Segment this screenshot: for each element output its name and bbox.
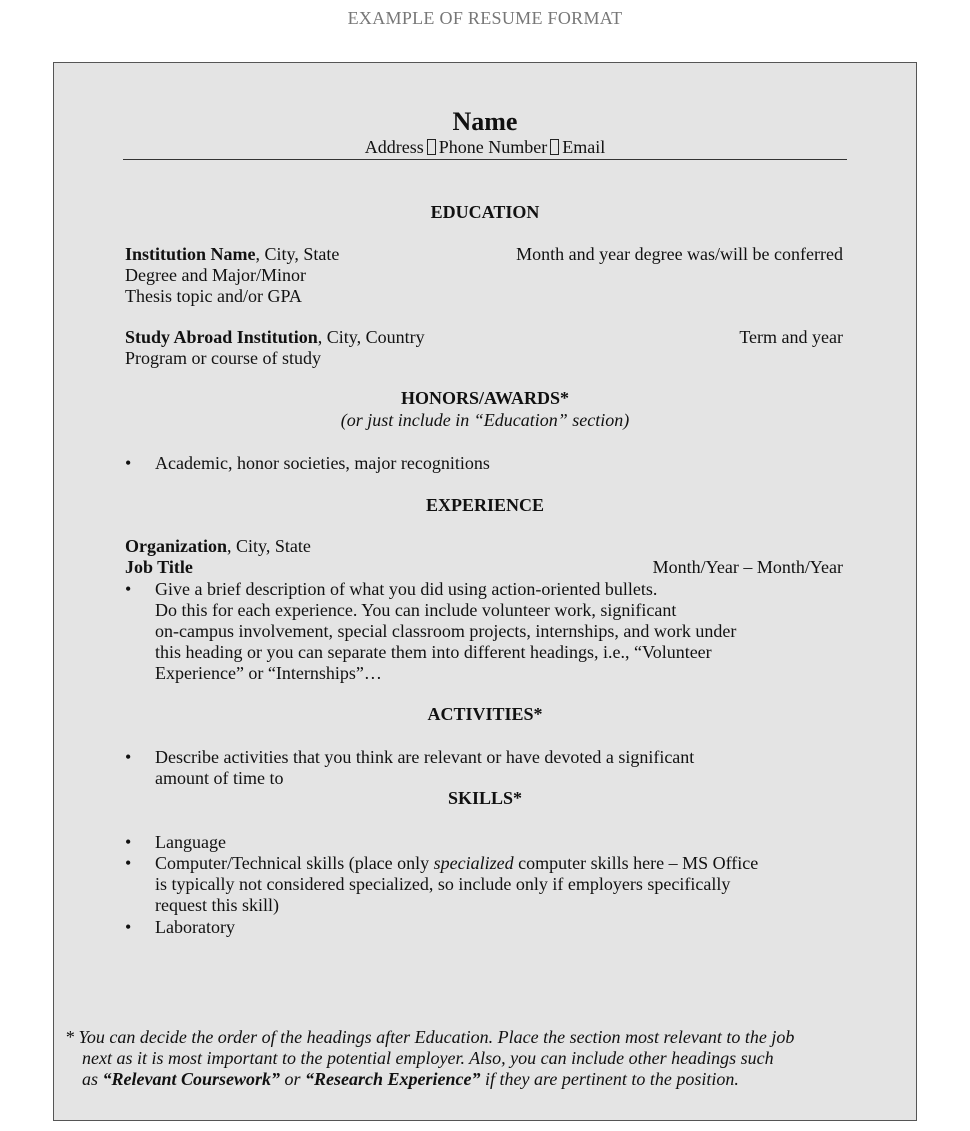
header-divider <box>123 159 847 160</box>
skill-language: Language <box>155 832 226 852</box>
degree: Degree and Major/Minor <box>125 265 306 285</box>
footnote-text: as <box>82 1069 103 1089</box>
organization-location: , City, State <box>227 536 311 556</box>
footnote-line: next as it is most important to the potential employer. Also, you can include other headings such <box>82 1048 774 1068</box>
bullet-icon: • <box>125 579 132 599</box>
bullet-icon: • <box>125 747 132 767</box>
skill-computer-text: Computer/Technical skills (place only <box>155 853 434 873</box>
activities-heading: ACTIVITIES* <box>427 704 543 724</box>
footnote-research: “Research Experience” <box>305 1069 481 1089</box>
institution-location: , City, State <box>255 244 340 264</box>
bullet-icon: • <box>125 853 132 873</box>
bullet-icon: • <box>125 917 132 937</box>
bullet-icon: • <box>125 832 132 852</box>
experience-line: Experience” or “Internships”… <box>155 663 382 683</box>
education-heading: EDUCATION <box>430 202 540 222</box>
page-caption: EXAMPLE OF RESUME FORMAT <box>347 8 623 28</box>
skill-computer-emphasis: specialized <box>433 853 514 873</box>
job-title: Job Title <box>125 557 193 577</box>
abroad-line <box>125 327 425 348</box>
contact-email: Email <box>562 137 606 157</box>
skill-computer-line: is typically not considered specialized, so include only if employers specifically <box>155 874 731 894</box>
abroad-program: Program or course of study <box>125 348 321 368</box>
footnote-text: or <box>280 1069 306 1089</box>
contact-phone: Phone Number <box>438 137 548 157</box>
footnote-coursework: “Relevant Coursework” <box>102 1069 281 1089</box>
institution-name: Institution Name <box>125 244 256 264</box>
experience-line: this heading or you can separate them into different headings, i.e., “Volunteer <box>155 642 712 662</box>
skill-computer-line <box>155 853 758 874</box>
resume-sheet <box>53 62 917 1121</box>
abroad-term: Term and year <box>739 327 843 347</box>
separator-box-icon <box>427 139 436 155</box>
separator-box-icon <box>550 139 559 155</box>
footnote-text: if they are pertinent to the position. <box>480 1069 739 1089</box>
degree-date: Month and year degree was/will be conferred <box>516 244 843 264</box>
activities-line: amount of time to <box>155 768 284 788</box>
skill-computer-line: request this skill) <box>155 895 279 915</box>
organization-name: Organization <box>125 536 227 556</box>
honors-item: Academic, honor societies, major recognitions <box>155 453 490 473</box>
contact-line <box>54 137 916 158</box>
footnote-line <box>82 1069 739 1090</box>
honors-heading: HONORS/AWARDS* <box>400 388 570 408</box>
resume-name: Name <box>452 107 518 136</box>
job-dates: Month/Year – Month/Year <box>652 557 843 577</box>
activities-line: Describe activities that you think are relevant or have devoted a significant <box>155 747 695 767</box>
abroad-location: , City, Country <box>317 327 425 347</box>
experience-line: Do this for each experience. You can include volunteer work, significant <box>155 600 677 620</box>
experience-heading: EXPERIENCE <box>425 495 545 515</box>
skill-computer-text: computer skills here – MS Office <box>513 853 759 873</box>
bullet-icon: • <box>125 453 132 473</box>
experience-line: Give a brief description of what you did using action-oriented bullets. <box>155 579 658 599</box>
abroad-name: Study Abroad Institution <box>125 327 318 347</box>
institution-line <box>125 244 339 265</box>
skill-laboratory: Laboratory <box>155 917 235 937</box>
footnote-line: * You can decide the order of the headings after Education. Place the section most relevant to the job <box>65 1027 795 1047</box>
honors-note: (or just include in “Education” section) <box>340 410 630 430</box>
experience-line: on-campus involvement, special classroom projects, internships, and work under <box>155 621 737 641</box>
contact-address: Address <box>364 137 424 157</box>
thesis: Thesis topic and/or GPA <box>125 286 302 306</box>
organization-line <box>125 536 311 557</box>
skills-heading: SKILLS* <box>447 788 523 808</box>
